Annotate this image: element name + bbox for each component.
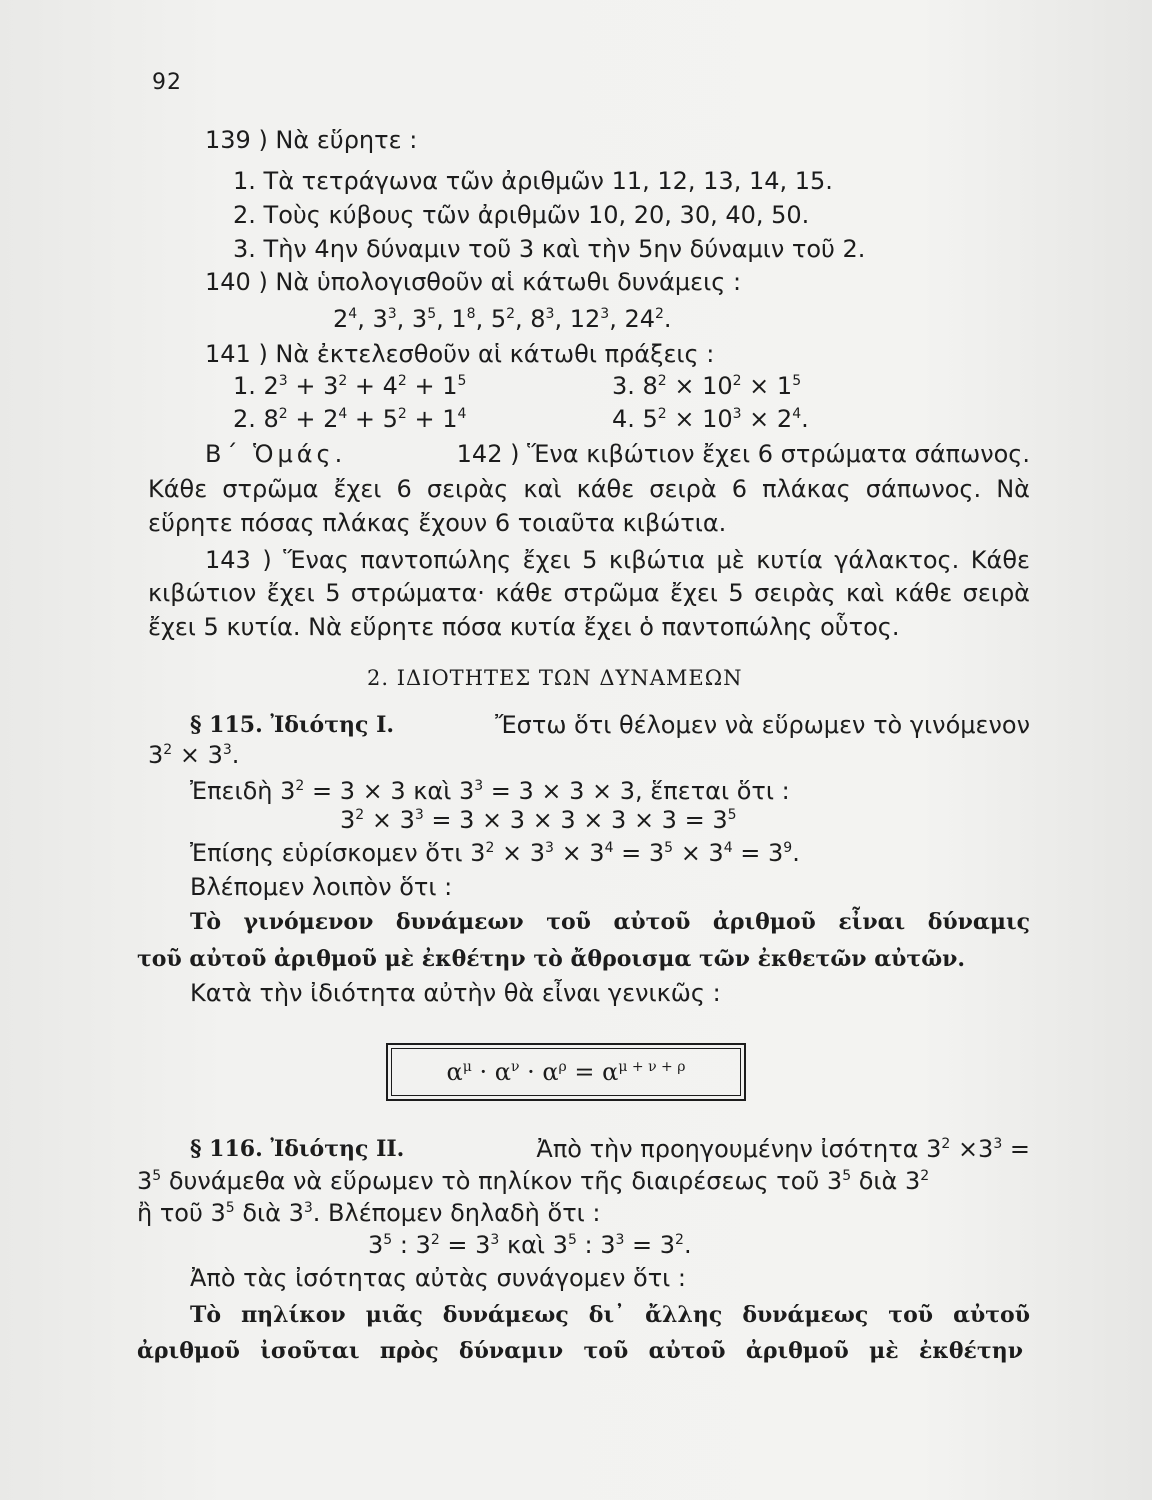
p115-line-3: Ἐπειδὴ $3^2 = 3 \times 3$ καὶ $3^3 = 3 \times 3 \times 3$, ἕπεται ὅτι : (190, 777, 790, 805)
p115-label: § 115. Ἰδιότης Ι. (190, 712, 395, 738)
p115-line-7: Κατὰ τὴν ἰδιότητα αὐτὴν θὰ εἶναι γενικῶς : (190, 979, 721, 1007)
exercise-142-line-3: εὕρητε πόσας πλάκας ἔχουν 6 τοιαῦτα κιβώτια. (148, 509, 727, 537)
p115-rule-line-2: τοῦ αὐτοῦ ἀριθμοῦ μὲ ἐκθέτην τὸ ἄθροισμα τῶν ἐκθετῶν αὐτῶν. (137, 946, 966, 972)
p116-line-1: § 116. Ἰδιότης ΙΙ. Ἀπὸ τὴν προηγουμένην ἰσότητα $3^2 \times 3^3$ = (190, 1135, 1030, 1163)
p115-line-6: Βλέπομεν λοιπὸν ὅτι : (190, 873, 453, 901)
general-formula-box (386, 1043, 746, 1101)
p115-line-1: § 115. Ἰδιότης Ι. Ἔστω ὅτι θέλομεν νὰ εὕρωμεν τὸ γινόμενον (190, 711, 1030, 739)
exercise-143-line-2: κιβώτιον ἔχει 5 στρώματα· κάθε στρῶμα ἔχει 5 σειρὰς καὶ κάθε σειρὰ (148, 579, 1030, 607)
p116-line-3: ἢ τοῦ $3^5$ διὰ $3^3$. Βλέπομεν δηλαδὴ ὅτι : (137, 1199, 601, 1227)
group-b-label: Β΄ Ὁμάς. (205, 440, 347, 468)
exercise-141-item-3: 3. $8^2 \times 10^2 \times 1^5$ (612, 372, 802, 400)
p115-line-2: $3^2 \times 3^3$. (148, 741, 240, 769)
exercise-139-item-2: 2. Τοὺς κύβους τῶν ἀριθμῶν 10, 20, 30, 40, 50. (233, 201, 810, 229)
exercise-142-line-2: Κάθε στρῶμα ἔχει 6 σειρὰς καὶ κάθε σειρὰ 6 πλάκας σάπωνος. Νὰ (148, 475, 1030, 503)
exercise-141-item-4: 4. $5^2 \times 10^3 \times 2^4$. (612, 405, 809, 433)
exercise-139-item-3: 3. Τὴν 4ην δύναμιν τοῦ 3 καὶ τὴν 5ην δύναμιν τοῦ 2. (233, 235, 866, 263)
exercise-143-line-3: ἔχει 5 κυτία. Νὰ εὕρητε πόσα κυτία ἔχει ὁ παντοπώλης οὗτος. (148, 613, 900, 641)
exercise-142-line-1: Β΄ Ὁμάς. 142 ) Ἕνα κιβώτιον ἔχει 6 στρώματα σάπωνος. (205, 440, 1030, 468)
p116-rule-line-2: ἀριθμοῦ ἰσοῦται πρὸς δύναμιν τοῦ αὐτοῦ ἀριθμοῦ μὲ ἐκθέτην (137, 1338, 1023, 1364)
p116-label: § 116. Ἰδιότης ΙΙ. (190, 1136, 405, 1162)
exercise-143-line-1: 143 ) Ἕνας παντοπώλης ἔχει 5 κιβώτια μὲ κυτία γάλακτος. Κάθε (205, 546, 1030, 574)
p115-line-5: Ἐπίσης εὑρίσκομεν ὅτι $3^2 \times 3^3 \times 3^4 = 3^5 \times 3^4 = 3^9$. (190, 839, 800, 867)
section-heading: 2. ΙΔΙΟΤΗΤΕΣ ΤΩΝ ΔΥΝΑΜΕΩΝ (367, 666, 743, 690)
exercise-141-item-2: 2. $8^2 + 2^4 + 5^2 + 1^4$ (233, 405, 467, 433)
p116-rule-line-1: Τὸ πηλίκον μιᾶς δυνάμεως δι᾿ ἄλλης δυνάμεως τοῦ αὐτοῦ (190, 1302, 1030, 1328)
exercise-139-item-1: 1. Τὰ τετράγωνα τῶν ἀριθμῶν 11, 12, 13, 14, 15. (233, 167, 833, 195)
exercise-141-intro: 141 ) Νὰ ἐκτελεσθοῦν αἱ κάτωθι πράξεις : (205, 340, 715, 368)
p116-line-4: $3^5$ : $3^2 = 3^3$ καὶ $3^5$ : $3^3 = 3^2$. (368, 1231, 692, 1259)
p116-line-5: Ἀπὸ τὰς ἰσότητας αὐτὰς συνάγομεν ὅτι : (190, 1264, 686, 1292)
general-formula: $\alpha^\mu \cdot \alpha^\nu \cdot \alpha^\rho = \alpha^{\mu + \nu + \rho}$ (446, 1058, 686, 1086)
exercise-140-powers: $2^4$, $3^3$, $3^5$, $1^8$, $5^2$, $8^3$, $12^3$, $24^2$. (333, 305, 672, 333)
p115-line-4: $3^2 \times 3^3 = 3 \times 3 \times 3 \times 3 \times 3 = 3^5$ (340, 806, 737, 834)
p116-line-2: $3^5$ δυνάμεθα νὰ εὕρωμεν τὸ πηλίκον τῆς διαιρέσεως τοῦ $3^5$ διὰ $3^2$ (137, 1167, 930, 1195)
exercise-140-intro: 140 ) Νὰ ὑπολογισθοῦν αἱ κάτωθι δυνάμεις : (205, 268, 742, 296)
p115-rule-line-1: Τὸ γινόμενον δυνάμεων τοῦ αὐτοῦ ἀριθμοῦ εἶναι δύναμις (190, 909, 1030, 935)
page-number: 92 (152, 70, 182, 95)
exercise-139-intro: 139 ) Νὰ εὕρητε : (205, 126, 418, 154)
exercise-141-item-1: 1. $2^3 + 3^2 + 4^2 + 1^5$ (233, 372, 467, 400)
